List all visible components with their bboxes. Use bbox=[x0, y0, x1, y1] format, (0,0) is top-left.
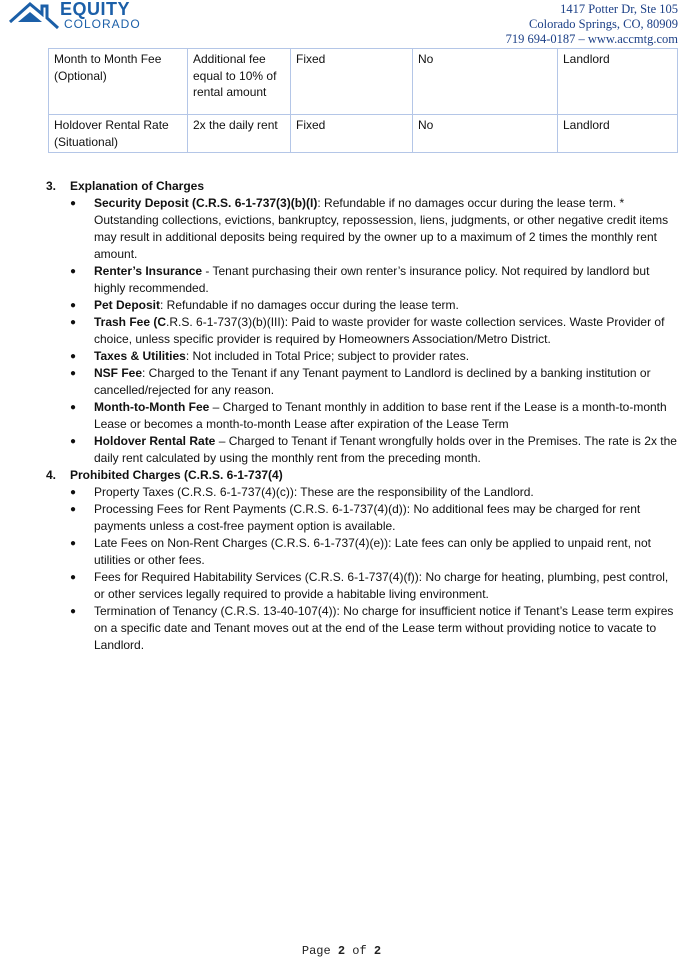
page-header bbox=[0, 0, 683, 46]
bullet-icon: ● bbox=[70, 538, 77, 549]
bullet-icon: ● bbox=[70, 402, 77, 413]
item-text: .R.S. 6-1-737(3)(b)(III): Paid to waste provider for waste collection services. Waste Provider of choice, unless specific provider is required by Homeowners Association/Metro District. bbox=[94, 315, 665, 346]
list-item bbox=[46, 569, 682, 603]
table-row bbox=[49, 49, 678, 115]
equity-colorado-logo bbox=[8, 0, 148, 32]
item-term: NSF Fee bbox=[94, 366, 143, 380]
bullet-icon: ● bbox=[70, 504, 77, 515]
bullet-icon: ● bbox=[70, 436, 77, 447]
item-text: : Charged to the Tenant if any Tenant payment to Landlord is declined by a banking institution or cancelled/rejected for any reason. bbox=[94, 366, 651, 397]
bullet-icon: ● bbox=[70, 198, 77, 209]
item-text: Late Fees on Non-Rent Charges (C.R.S. 6-1-737(4)(e)): Late fees can only be applied to unpaid rent, not utilities or other fees. bbox=[94, 536, 651, 567]
fee-name-cell: Holdover Rental Rate (Situational) bbox=[49, 115, 188, 153]
fee-table bbox=[48, 48, 678, 153]
fee-paid-to-cell: Landlord bbox=[558, 115, 678, 153]
item-text: – Charged to Tenant if Tenant wrongfully holds over in the Premises. The rate is 2x the daily rent calculated by using the monthly rent from the preceding month. bbox=[94, 434, 677, 465]
company-address bbox=[506, 2, 678, 47]
item-text: : Not included in Total Price; subject to provider rates. bbox=[185, 349, 470, 363]
section-number: 3. bbox=[46, 179, 57, 193]
bullet-icon: ● bbox=[70, 368, 77, 379]
item-text: Termination of Tenancy (C.R.S. 13-40-107(4)): No charge for insufficient notice if Tenant’s Lease term expires on a specific date and Tenant moves out at the end of the Lease term without providing notice to vacate to Landlord. bbox=[94, 604, 674, 652]
section-heading bbox=[46, 178, 682, 195]
list-item bbox=[46, 263, 682, 297]
address-street: 1417 Potter Dr, Ste 105 bbox=[560, 2, 678, 16]
charges-list bbox=[46, 195, 682, 467]
fee-name-cell: Month to Month Fee (Optional) bbox=[49, 49, 188, 115]
bullet-icon: ● bbox=[70, 300, 77, 311]
section-title: Explanation of Charges bbox=[70, 179, 205, 193]
fee-amount-cell: Additional fee equal to 10% of rental amount bbox=[188, 49, 291, 115]
fee-type-cell: Fixed bbox=[291, 49, 413, 115]
list-item bbox=[46, 399, 682, 433]
house-logo-icon bbox=[8, 0, 60, 30]
page-of-label: of bbox=[345, 944, 374, 958]
bullet-icon: ● bbox=[70, 317, 77, 328]
section-number: 4. bbox=[46, 468, 57, 482]
list-item bbox=[46, 297, 682, 314]
fee-refundable-cell: No bbox=[413, 115, 558, 153]
current-page-number: 2 bbox=[337, 944, 346, 958]
list-item bbox=[46, 535, 682, 569]
item-text: : Refundable if no damages occur during the lease term. bbox=[160, 298, 459, 312]
item-term: Month-to-Month Fee bbox=[94, 400, 210, 414]
fee-refundable-cell: No bbox=[413, 49, 558, 115]
section-heading bbox=[46, 467, 682, 484]
table-row bbox=[49, 115, 678, 153]
bullet-icon: ● bbox=[70, 487, 77, 498]
item-text: Processing Fees for Rent Payments (C.R.S. 6-1-737(4)(d)): No additional fees may be charged for rent payments unless a cost-free payment option is available. bbox=[94, 502, 641, 533]
bullet-icon: ● bbox=[70, 572, 77, 583]
item-term: Trash Fee (C bbox=[94, 315, 167, 329]
item-text: – Charged to Tenant monthly in addition to base rent if the Lease is a month-to-month Lease or becomes a month-to-month Lease after expiration of the Lease Term bbox=[94, 400, 667, 431]
list-item bbox=[46, 195, 682, 263]
list-item bbox=[46, 433, 682, 467]
address-contact: 719 694-0187 – www.accmtg.com bbox=[505, 32, 678, 46]
address-city: Colorado Springs, CO, 80909 bbox=[529, 17, 678, 31]
fee-type-cell: Fixed bbox=[291, 115, 413, 153]
item-text: : Refundable if no damages occur during the lease term. * Outstanding collections, evictions, bankruptcy, repossession, liens, judgments, or other negative credit items may result in additional deposits being required by the owner up to a maximum of 2 times the monthly rent amount. bbox=[94, 196, 669, 261]
item-term: Holdover Rental Rate bbox=[94, 434, 216, 448]
list-item bbox=[46, 501, 682, 535]
list-item bbox=[46, 484, 682, 501]
item-term: Taxes & Utilities bbox=[94, 349, 186, 363]
total-page-count: 2 bbox=[373, 944, 382, 958]
item-text: - Tenant purchasing their own renter’s insurance policy. Not required by landlord but highly recommended. bbox=[94, 264, 650, 295]
list-item bbox=[46, 603, 682, 654]
prohibited-charges-list bbox=[46, 484, 682, 654]
logo-text-equity: EQUITY bbox=[60, 0, 131, 19]
item-text: Property Taxes (C.R.S. 6-1-737(4)(c)): These are the responsibility of the Landlord. bbox=[94, 485, 534, 499]
list-item bbox=[46, 314, 682, 348]
list-item bbox=[46, 365, 682, 399]
page-label: Page bbox=[301, 944, 338, 958]
item-term: Pet Deposit bbox=[94, 298, 161, 312]
item-text: Fees for Required Habitability Services (C.R.S. 6-1-737(4)(f)): No charge for heating, plumbing, pest control, or other services legally required to provide a habitable living environment. bbox=[94, 570, 669, 601]
section-title: Prohibited Charges (C.R.S. 6-1-737(4) bbox=[70, 468, 283, 482]
logo-text-colorado: COLORADO bbox=[64, 17, 141, 31]
item-term: Renter’s Insurance bbox=[94, 264, 203, 278]
bullet-icon: ● bbox=[70, 351, 77, 362]
document-body bbox=[46, 178, 682, 654]
fee-paid-to-cell: Landlord bbox=[558, 49, 678, 115]
bullet-icon: ● bbox=[70, 266, 77, 277]
item-term: Security Deposit (C.R.S. 6-1-737(3)(b)(I) bbox=[94, 196, 318, 210]
fee-amount-cell: 2x the daily rent bbox=[188, 115, 291, 153]
list-item bbox=[46, 348, 682, 365]
page-footer bbox=[0, 944, 683, 958]
bullet-icon: ● bbox=[70, 606, 77, 617]
